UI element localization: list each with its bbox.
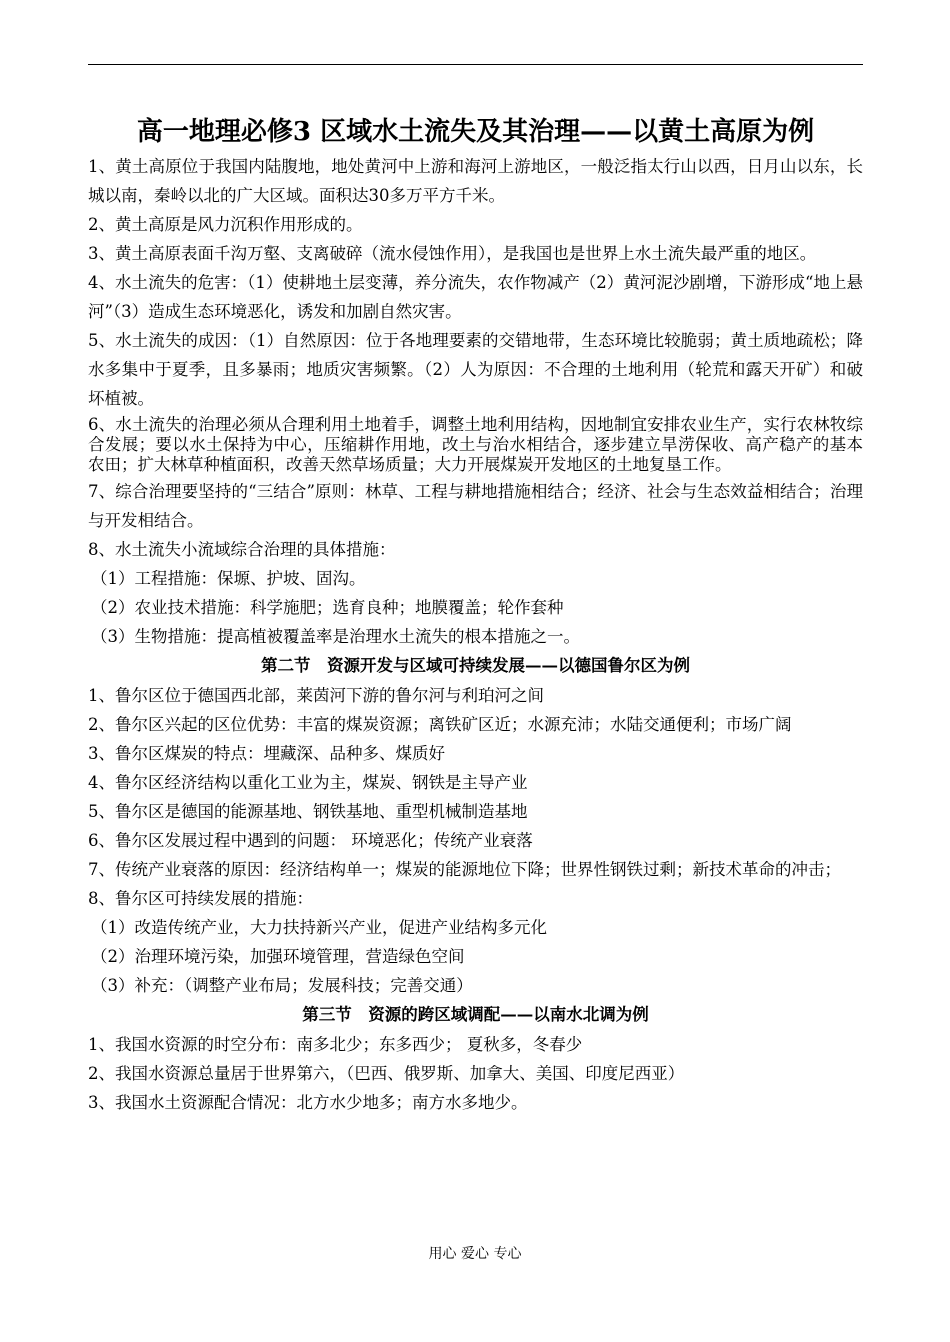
paragraph: 2、黄土高原是风力沉积作用形成的。 [88, 215, 363, 234]
paragraph: 5、鲁尔区是德国的能源基地、钢铁基地、重型机械制造基地 [88, 802, 528, 821]
paragraph: 2、我国水资源总量居于世界第六，（巴西、俄罗斯、加拿大、美国、印度尼西亚） [88, 1064, 685, 1083]
paragraph: 7、传统产业衰落的原因：经济结构单一；煤炭的能源地位下降；世界性钢铁过剩；新技术革命的冲击； [88, 860, 841, 879]
paragraph: 4、鲁尔区经济结构以重化工业为主，煤炭、钢铁是主导产业 [88, 773, 528, 792]
section-heading: 第二节 资源开发与区域可持续发展——以德国鲁尔区为例 [261, 656, 690, 675]
header-rule [88, 64, 863, 65]
page-footer: 用心 爱心 专心 [428, 1246, 522, 1262]
document-body [88, 112, 863, 1117]
list-item: （2）农业技术措施：科学施肥；选育良种；地膜覆盖；轮作套种 [91, 598, 564, 617]
section-heading: 第三节 资源的跨区域调配——以南水北调为例 [302, 1005, 649, 1024]
paragraph: 5、水土流失的成因：（1）自然原因：位于各地理要素的交错地带，生态环境比较脆弱；黄土质地疏松；降水多集中于夏季，且多暴雨；地质灾害频繁。（2）人为原因：不合理的土地利用（轮荒和露天开矿）和破坏植被。 [88, 331, 863, 408]
list-item: （1）改造传统产业，大力扶持新兴产业，促进产业结构多元化 [91, 918, 547, 937]
paragraph: 7、综合治理要坚持的“三结合”原则：林草、工程与耕地措施相结合；经济、社会与生态效益相结合；治理与开发相结合。 [88, 482, 863, 530]
paragraph: 6、鲁尔区发展过程中遇到的问题： 环境恶化；传统产业衰落 [88, 831, 533, 850]
document-title: 高一地理必修3 区域水土流失及其治理——以黄土高原为例 [136, 117, 815, 147]
paragraph: 6、水土流失的治理必须从合理利用土地着手，调整土地利用结构，因地制宜安排农业生产，实行农林牧综合发展；要以水土保持为中心，压缩耕作用地，改土与治水相结合，逐步建立旱涝保收、高产稳产的基本农田；扩大林草种植面积，改善天然草场质量；大力开展煤炭开发地区的土地复垦工作。 [88, 415, 863, 474]
paragraph: 1、鲁尔区位于德国西北部，莱茵河下游的鲁尔河与利珀河之间 [88, 686, 544, 705]
list-item: （3）生物措施：提高植被覆盖率是治理水土流失的根本措施之一。 [91, 627, 580, 646]
paragraph: 8、水土流失小流域综合治理的具体措施： [88, 540, 396, 559]
list-item: （2）治理环境污染，加强环境管理，营造绿色空间 [91, 947, 465, 966]
paragraph: 1、黄土高原位于我国内陆腹地，地处黄河中上游和海河上游地区，一般泛指太行山以西，日月山以东，长城以南，秦岭以北的广大区域。面积达30多万平方千米。 [88, 157, 863, 205]
paragraph: 3、鲁尔区煤炭的特点：埋藏深、品种多、煤质好 [88, 744, 445, 763]
paragraph: 3、黄土高原表面千沟万壑、支离破碎（流水侵蚀作用），是我国也是世界上水土流失最严重的地区。 [88, 244, 817, 263]
list-item: （3）补充：（调整产业布局；发展科技；完善交通） [91, 976, 473, 995]
paragraph: 1、我国水资源的时空分布：南多北少；东多西少； 夏秋多，冬春少 [88, 1035, 583, 1054]
list-item: （1）工程措施：保塬、护坡、固沟。 [91, 569, 366, 588]
paragraph: 8、鲁尔区可持续发展的措施： [88, 889, 313, 908]
paragraph: 3、我国水土资源配合情况：北方水少地多；南方水多地少。 [88, 1093, 528, 1112]
paragraph: 2、鲁尔区兴起的区位优势：丰富的煤炭资源；离铁矿区近；水源充沛；水陆交通便利；市场广阔 [88, 715, 792, 734]
paragraph: 4、水土流失的危害：（1）使耕地土层变薄，养分流失，农作物减产（2）黄河泥沙剧增，下游形成“地上悬河”（3）造成生态环境恶化，诱发和加剧自然灾害。 [88, 273, 863, 321]
